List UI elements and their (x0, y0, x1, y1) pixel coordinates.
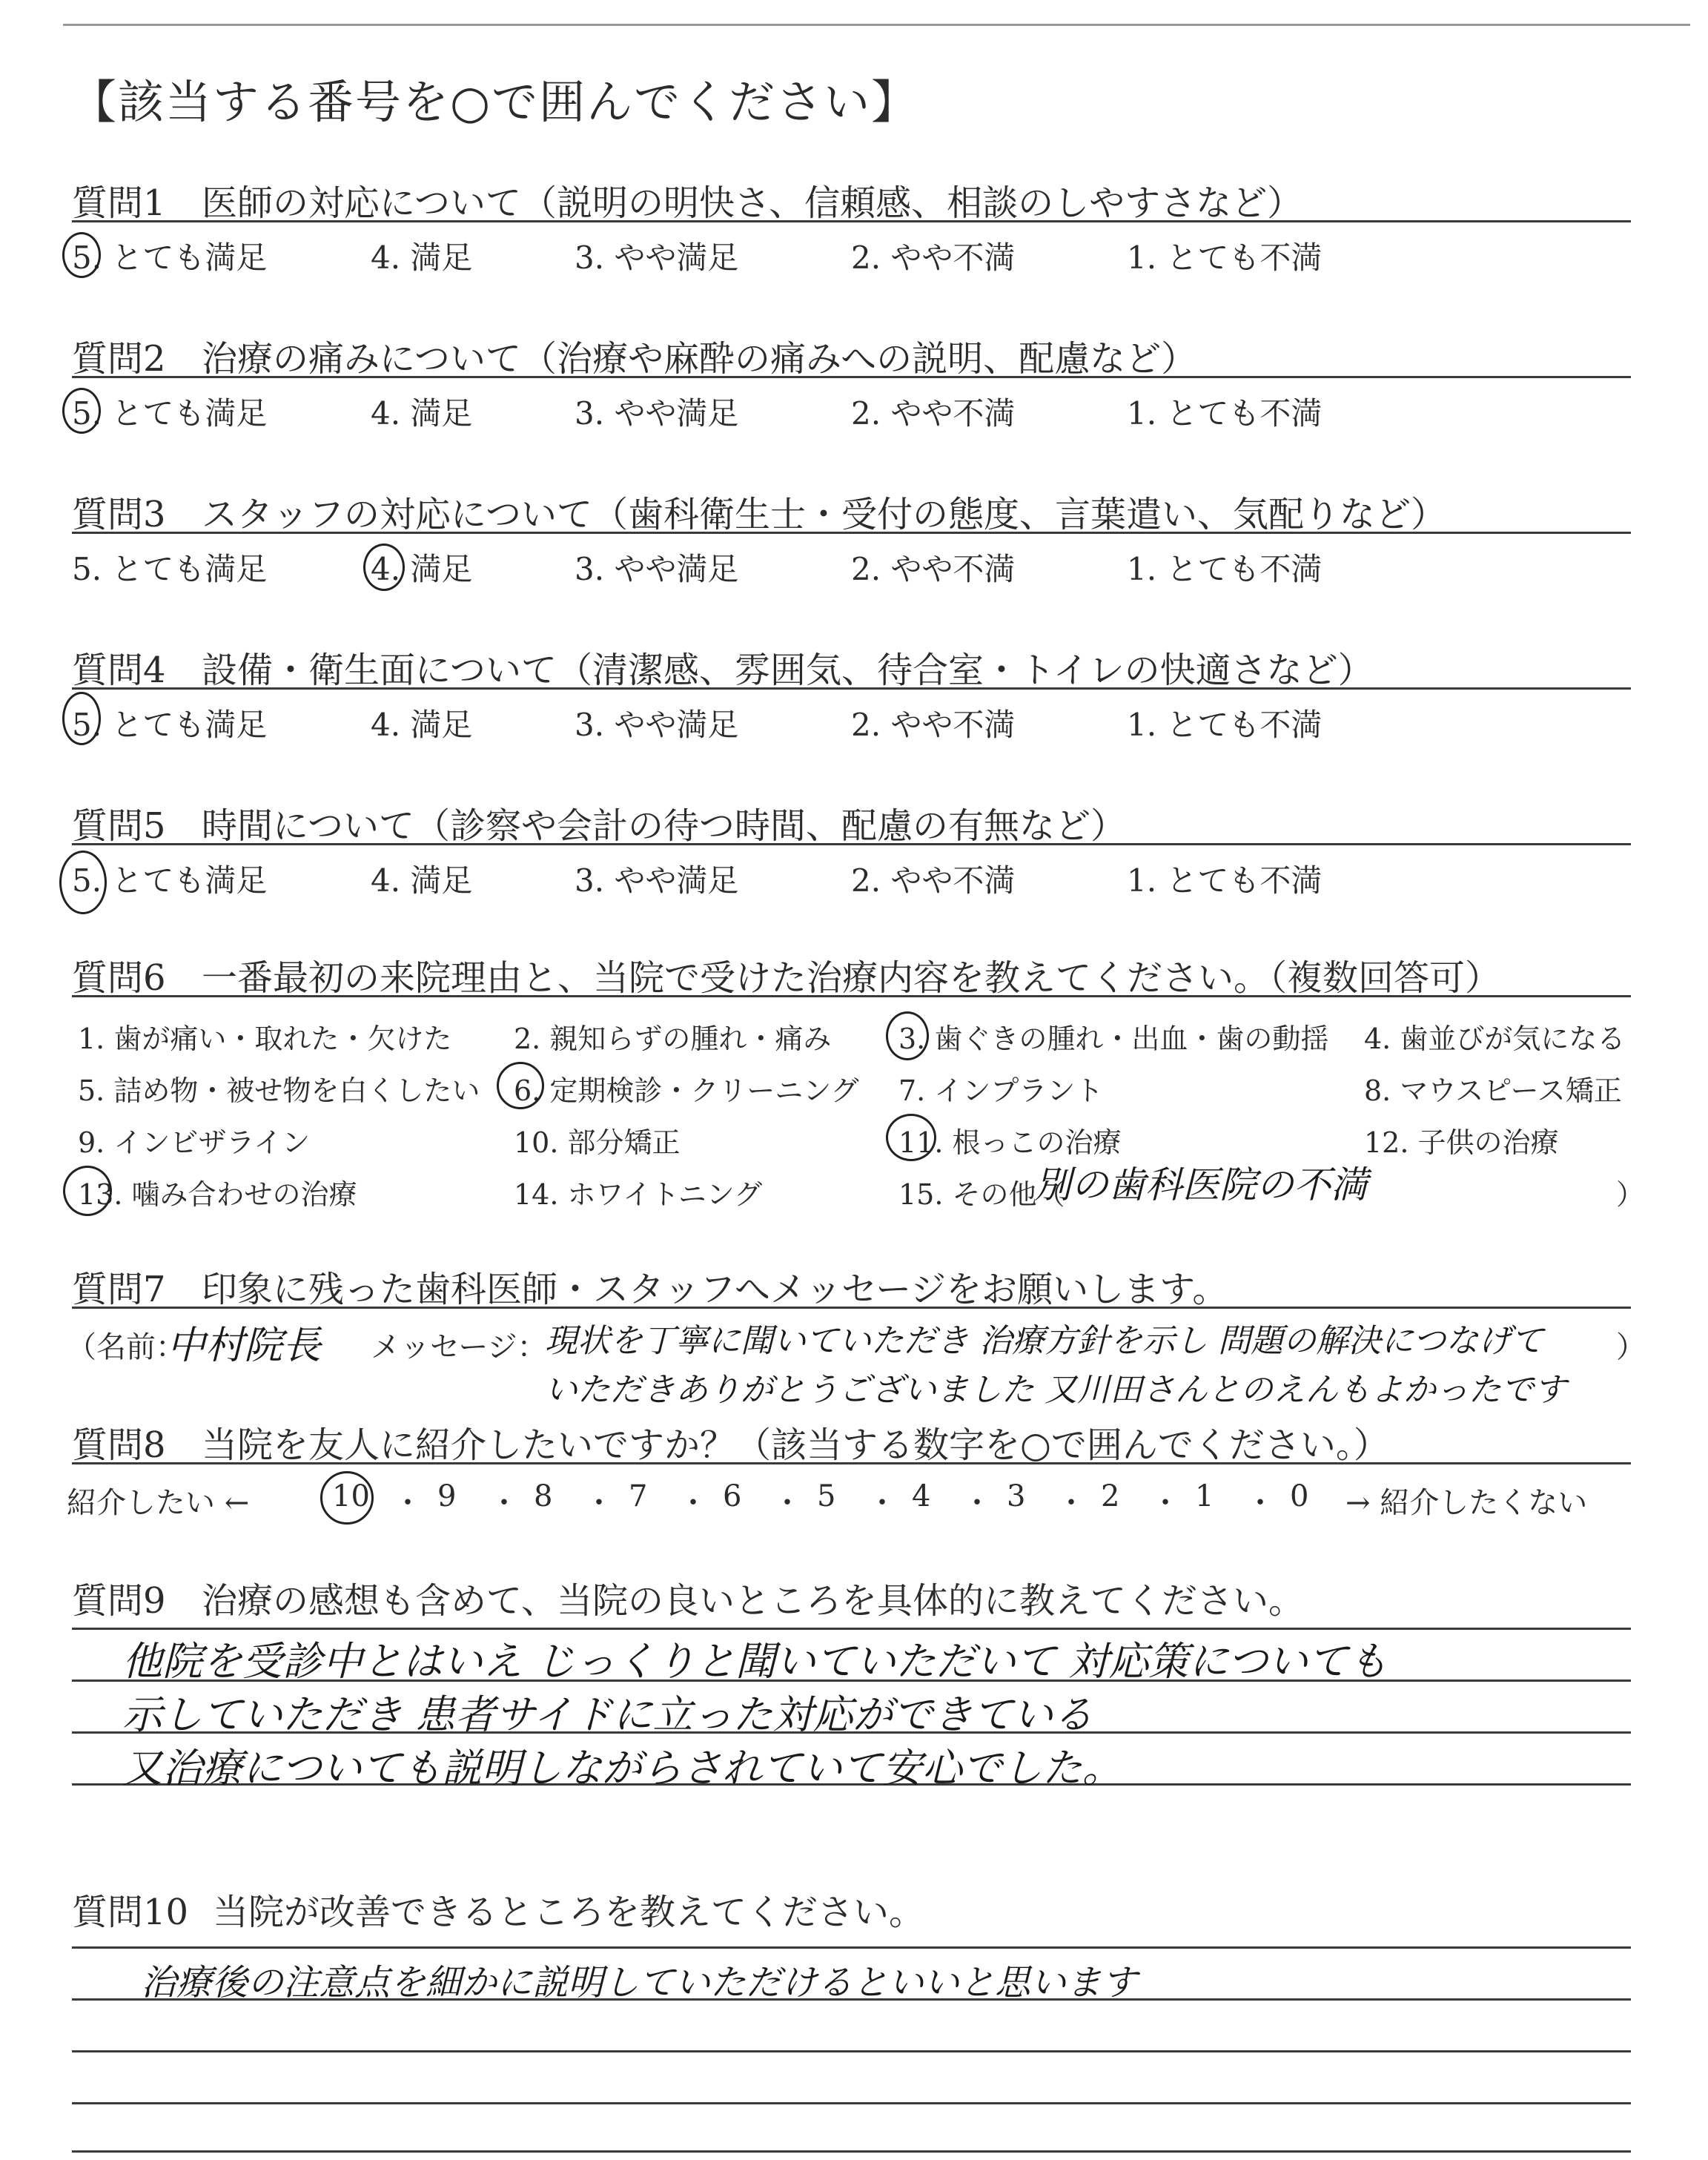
answer-circle (63, 1166, 112, 1216)
message-close: ） (1616, 1330, 1646, 1364)
scale-dot: ・ (962, 1486, 992, 1520)
question-title (72, 486, 1446, 537)
question-text: 設備・衛生面について（清潔感、雰囲気、待合室・トイレの快適さなど） (202, 650, 1374, 691)
question-title (72, 1572, 1304, 1623)
question-rule (72, 376, 1631, 378)
page-title: 【該当する番号を○で囲んでください】 (70, 75, 919, 129)
answer-line (72, 2102, 1631, 2104)
scale-number-9[interactable]: 9 (437, 1479, 457, 1513)
message-handwritten-line-2: いただきありがとうございました 又川田さんとのえんもよかったです (545, 1371, 1566, 1409)
answer-handwritten-line: 又治療についても説明しながらされていて安心でした。 (122, 1745, 1122, 1791)
question-text: 当院を友人に紹介したいですか？（該当する数字を○で囲んでください。） (202, 1424, 1389, 1466)
reason-item[interactable]: 12. 子供の治療 (1364, 1126, 1559, 1159)
message-handwritten-line-1: 現状を丁寧に聞いていただき 治療方針を示し 問題の解決につなげて (545, 1322, 1544, 1360)
option-2[interactable]: 2. やや不満 (851, 240, 1016, 276)
reason-item[interactable]: 11. 根っこの治療 (898, 1126, 1122, 1159)
question-text: 時間について（診察や会計の待つ時間、配慮の有無など） (202, 805, 1127, 847)
question-title (72, 330, 1196, 381)
answer-handwritten-line: 治療後の注意点を細かに説明していただけるといいと思います (141, 1962, 1138, 2004)
question-number: 質問10 (72, 1892, 189, 1933)
question-title (72, 949, 1500, 1000)
scale-dot: ・ (1245, 1486, 1275, 1520)
question-text: 医師の対応について（説明の明快さ、信頼感、相談のしやすさなど） (202, 182, 1303, 224)
scale-number-1[interactable]: 1 (1195, 1479, 1214, 1513)
question-number: 質問6 (72, 957, 166, 999)
scale-dot: ・ (584, 1486, 614, 1520)
question-number: 質問1 (72, 182, 166, 224)
reason-item[interactable]: 4. 歯並びが気になる (1364, 1023, 1626, 1055)
answer-circle (62, 232, 101, 278)
scale-dot: ・ (772, 1486, 802, 1520)
reason-item[interactable]: 6. 定期検診・クリーニング (514, 1074, 859, 1107)
question-3 (0, 486, 1708, 597)
question-number: 質問2 (72, 338, 166, 380)
answer-circle (497, 1062, 544, 1109)
option-5[interactable]: 5. とても満足 (72, 395, 268, 432)
question-title (72, 1416, 1389, 1467)
question-text: スタッフの対応について（歯科衛生士・受付の態度、言葉遣い、気配りなど） (202, 494, 1447, 535)
question-rule (72, 532, 1631, 534)
question-number: 質問3 (72, 494, 166, 535)
question-10 (0, 1883, 1708, 2158)
scale-number-10[interactable]: 10 (332, 1479, 370, 1513)
reason-item[interactable]: 7. インプラント (898, 1074, 1104, 1107)
scale-dot: ・ (489, 1486, 519, 1520)
answer-circle (62, 692, 101, 745)
reason-item[interactable]: 9. インビザライン (78, 1126, 311, 1159)
message-label: メッセージ： (371, 1330, 547, 1364)
reason-item[interactable]: 15. その他（ (898, 1178, 1065, 1211)
option-2[interactable]: 2. やや不満 (851, 707, 1016, 743)
question-rule (72, 220, 1631, 222)
option-4[interactable]: 4. 満足 (371, 862, 473, 899)
question-number: 質問9 (72, 1580, 166, 1622)
question-2 (0, 330, 1708, 441)
question-rule (72, 995, 1631, 997)
question-title (72, 1883, 924, 1935)
top-rule (63, 24, 1690, 26)
answer-circle (62, 388, 101, 434)
reason-item[interactable]: 10. 部分矯正 (514, 1126, 681, 1159)
scale-number-2[interactable]: 2 (1101, 1479, 1120, 1513)
question-text: 当院が改善できるところを教えてください。 (213, 1892, 925, 1933)
question-8 (0, 1416, 1708, 1535)
option-4[interactable]: 4. 満足 (371, 551, 473, 587)
question-title (72, 641, 1374, 693)
scale-right-label: → 紹介したくない (1345, 1486, 1588, 1520)
question-rule (72, 1462, 1631, 1464)
question-6 (0, 949, 1708, 1231)
question-7 (0, 1261, 1708, 1409)
option-3[interactable]: 3. やや満足 (575, 395, 739, 432)
question-text: 印象に残った歯科医師・スタッフへメッセージをお願いします。 (202, 1269, 1228, 1310)
scale-dot: ・ (393, 1486, 423, 1520)
name-label: （名前： (67, 1330, 185, 1364)
option-4[interactable]: 4. 満足 (371, 395, 473, 432)
reason-item[interactable]: 5. 詰め物・被せ物を白くしたい (78, 1074, 480, 1107)
reason-item[interactable]: 14. ホワイトニング (514, 1178, 763, 1211)
option-1[interactable]: 1. とても不満 (1127, 862, 1323, 899)
option-2[interactable]: 2. やや不満 (851, 395, 1016, 432)
scale-number-6[interactable]: 6 (723, 1479, 742, 1513)
reason-item[interactable]: 1. 歯が痛い・取れた・欠けた (78, 1023, 452, 1055)
scale-number-4[interactable]: 4 (912, 1479, 931, 1513)
question-rule (72, 687, 1631, 690)
other-reason-handwritten: 別の歯科医院の不満 (1034, 1163, 1368, 1206)
reason-item-close: ） (1616, 1178, 1645, 1211)
option-1[interactable]: 1. とても不満 (1127, 707, 1323, 743)
question-number: 質問8 (72, 1424, 166, 1466)
question-rule (72, 1307, 1631, 1309)
option-3[interactable]: 3. やや満足 (575, 707, 739, 743)
answer-line (72, 2050, 1631, 2052)
question-1 (0, 174, 1708, 285)
reason-item[interactable]: 8. マウスピース矯正 (1364, 1074, 1622, 1107)
scale-dot: ・ (867, 1486, 897, 1520)
option-1[interactable]: 1. とても不満 (1127, 395, 1323, 432)
question-text: 一番最初の来院理由と、当院で受けた治療内容を教えてください。（複数回答可） (202, 957, 1501, 999)
answer-line (72, 2150, 1631, 2153)
answer-circle (886, 1011, 929, 1060)
option-5[interactable]: 5. とても満足 (72, 707, 268, 743)
reason-item[interactable]: 2. 親知らずの腫れ・痛み (514, 1023, 832, 1055)
reason-item[interactable]: 13. 噛み合わせの治療 (78, 1178, 357, 1211)
option-3[interactable]: 3. やや満足 (575, 551, 739, 587)
name-handwritten: 中村院長 (167, 1324, 322, 1368)
option-3[interactable]: 3. やや満足 (575, 240, 739, 276)
question-number: 質問4 (72, 650, 166, 691)
scale-dot: ・ (1151, 1486, 1180, 1520)
question-title (72, 174, 1302, 225)
question-title (72, 1261, 1228, 1312)
scale-number-7[interactable]: 7 (629, 1479, 648, 1513)
answer-circle (363, 544, 405, 591)
option-1[interactable]: 1. とても不満 (1127, 551, 1323, 587)
option-5[interactable]: 5. とても満足 (72, 551, 268, 587)
option-2[interactable]: 2. やや不満 (851, 551, 1016, 587)
option-2[interactable]: 2. やや不満 (851, 862, 1016, 899)
reason-item[interactable]: 3. 歯ぐきの腫れ・出血・歯の動揺 (898, 1023, 1329, 1055)
scale-dot: ・ (678, 1486, 708, 1520)
answer-handwritten-line: 他院を受診中とはいえ じっくりと聞いていただいて 対応策についても (122, 1638, 1388, 1685)
scale-number-3[interactable]: 3 (1007, 1479, 1026, 1513)
question-number: 質問7 (72, 1269, 166, 1310)
question-9 (0, 1572, 1708, 1854)
scale-number-0[interactable]: 0 (1290, 1479, 1309, 1513)
option-5[interactable]: 5. とても満足 (72, 862, 268, 899)
answer-line (72, 1946, 1631, 1949)
option-5[interactable]: 5. とても満足 (72, 240, 268, 276)
scale-number-5[interactable]: 5 (817, 1479, 836, 1513)
question-number: 質問5 (72, 805, 166, 847)
question-title (72, 797, 1126, 848)
answer-circle (886, 1114, 936, 1161)
option-1[interactable]: 1. とても不満 (1127, 240, 1323, 276)
question-5 (0, 797, 1708, 908)
option-4[interactable]: 4. 満足 (371, 240, 473, 276)
answer-handwritten-line: 示していただき 患者サイドに立った対応ができている (122, 1691, 1093, 1738)
option-3[interactable]: 3. やや満足 (575, 862, 739, 899)
scale-dot: ・ (1056, 1486, 1086, 1520)
answer-circle (320, 1471, 374, 1525)
option-4[interactable]: 4. 満足 (371, 707, 473, 743)
question-rule (72, 843, 1631, 845)
answer-circle (59, 851, 107, 914)
question-text: 治療の感想も含めて、当院の良いところを具体的に教えてください。 (202, 1580, 1305, 1622)
question-4 (0, 641, 1708, 753)
scale-left-label: 紹介したい ← (67, 1486, 250, 1520)
scale-number-8[interactable]: 8 (534, 1479, 553, 1513)
question-text: 治療の痛みについて（治療や麻酔の痛みへの説明、配慮など） (202, 338, 1197, 380)
